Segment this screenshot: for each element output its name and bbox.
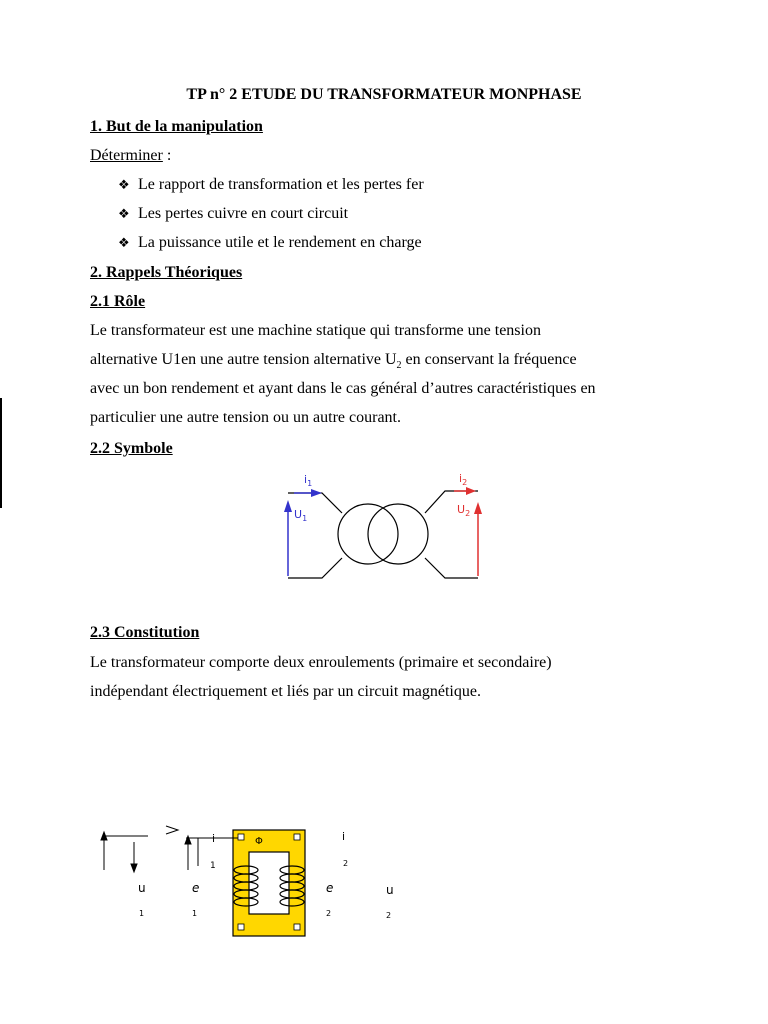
role-line-2-b: en conservant la fréquence (401, 351, 577, 368)
label-i1: $i_1$ (304, 473, 313, 488)
voltage-arrow-e1 (185, 836, 191, 870)
primary-current-arrow (294, 489, 322, 497)
section2-heading: 2. Rappels Théoriques (90, 264, 243, 281)
intro-line (90, 147, 171, 165)
role-line-2-sub: 2 (396, 360, 402, 372)
constitution-line-1: Le transformateur comporte deux enroulements (primaire et secondaire) (90, 654, 552, 671)
diamond-bullet-icon: ❖ (118, 207, 130, 222)
symbole-heading: 2.2 Symbole (90, 440, 173, 457)
bullet-text: Le rapport de transformation et les pertes fer (138, 176, 424, 193)
page-edge-mark (0, 398, 2, 508)
current-arrow-i1 (166, 826, 178, 834)
role-line-2-a: alternative U1en une autre tension alternative U (90, 351, 397, 368)
bullet-item-1 (118, 176, 424, 194)
constitution-heading: 2.3 Constitution (90, 624, 200, 641)
label-i1-index: 1 (210, 861, 216, 871)
label-u1: $U_1$ (294, 508, 308, 523)
constitution-line-2: indépendant électriquement et liés par un circuit magnétique. (90, 683, 481, 700)
role-line-3: avec un bon rendement et ayant dans le cas général d’autres caractéristiques en (90, 380, 596, 397)
transformer-core-diagram (98, 818, 408, 940)
label-u1-index: 1 (139, 909, 145, 918)
bullet-item-3 (118, 234, 422, 252)
diamond-bullet-icon: ❖ (118, 236, 130, 251)
secondary-voltage-arrow (474, 502, 482, 576)
voltage-arrow-u1 (101, 832, 148, 872)
bullet-text: La puissance utile et le rendement en charge (138, 234, 422, 251)
secondary-current-arrow (454, 487, 476, 495)
label-i2: i (342, 830, 346, 843)
secondary-leads (425, 491, 478, 578)
role-heading: 2.1 Rôle (90, 293, 146, 310)
intro-colon: : (162, 147, 172, 164)
label-u2: $U_2$ (457, 503, 471, 518)
role-line-4: particulier une autre tension ou un autre courant. (90, 409, 401, 426)
page-title: TP n° 2 ETUDE DU TRANSFORMATEUR MONPHASE (186, 86, 582, 103)
label-e2: e (326, 881, 334, 895)
label-e1: e (192, 881, 200, 895)
flux-symbol: Φ (255, 836, 263, 847)
label-u1: u (138, 881, 146, 895)
intro-word: Déterminer (90, 147, 163, 164)
label-u2-index: 2 (386, 911, 392, 920)
label-i2: $i_2$ (459, 472, 468, 487)
section1-heading: 1. But de la manipulation (90, 118, 263, 135)
transformer-symbol-diagram (280, 468, 500, 586)
role-line-1: Le transformateur est une machine statique qui transforme une tension (90, 322, 541, 339)
label-i2-index: 2 (343, 859, 349, 868)
label-i1-top: i (212, 832, 216, 845)
bullet-text: Les pertes cuivre en court circuit (138, 205, 349, 222)
diamond-bullet-icon: ❖ (118, 178, 130, 193)
transformer-circles (338, 504, 428, 564)
label-u2: u (386, 883, 394, 897)
primary-voltage-arrow (284, 500, 292, 576)
label-e2-index: 2 (326, 909, 332, 918)
role-line-2 (90, 351, 577, 371)
primary-leads (288, 493, 342, 578)
bullet-item-2 (118, 205, 348, 223)
label-e1-index: 1 (192, 909, 198, 918)
magnetic-core (233, 830, 305, 936)
